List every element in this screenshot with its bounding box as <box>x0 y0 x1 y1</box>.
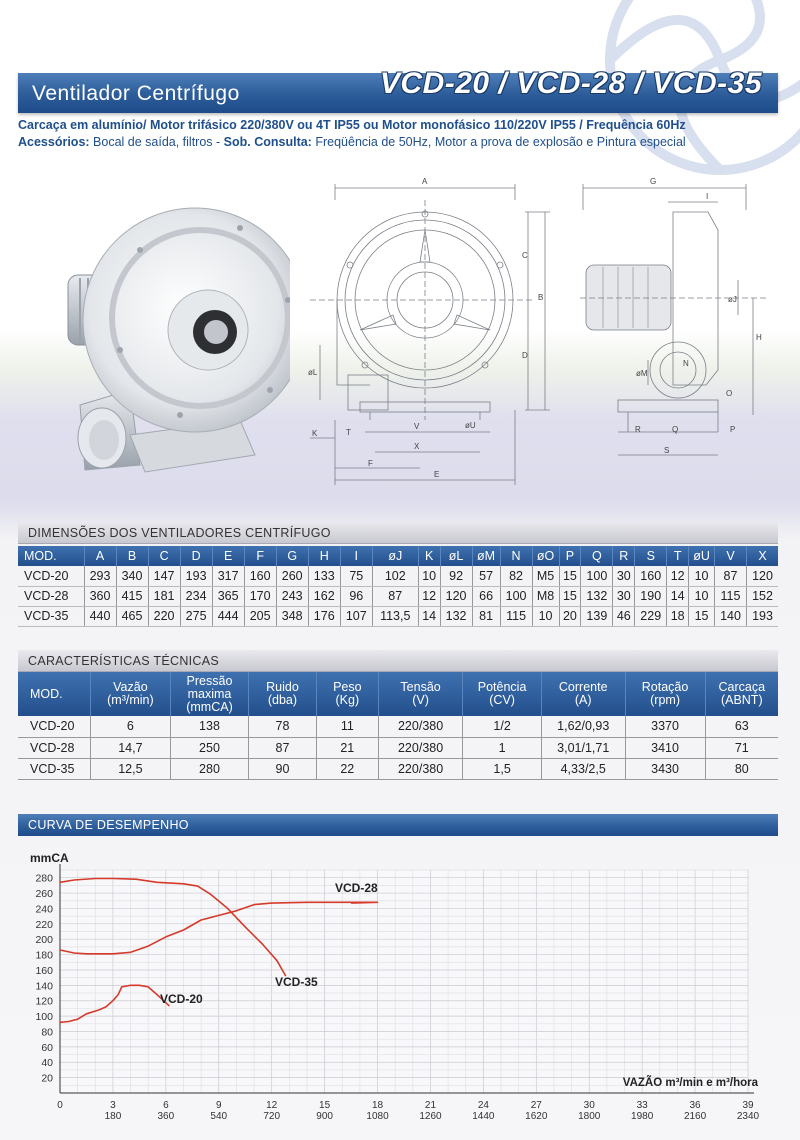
dimensions-header-cell: E <box>212 546 244 566</box>
dimensions-header-cell: B <box>116 546 148 566</box>
accessories-text: Bocal de saída, filtros - <box>89 135 224 149</box>
table-cell: 465 <box>116 606 148 626</box>
side-view-drawing <box>578 170 778 470</box>
table-cell: 348 <box>276 606 308 626</box>
dim-label-u: øU <box>465 421 476 430</box>
x-tick-label: 18 <box>371 1100 384 1111</box>
table-cell: 87 <box>249 737 317 758</box>
table-cell: 115 <box>500 606 532 626</box>
table-cell: 193 <box>747 606 778 626</box>
dim-label-r: R <box>635 425 641 434</box>
table-cell: 4,33/2,5 <box>541 758 625 779</box>
table-cell: 10 <box>532 606 559 626</box>
x-tick-label: 24 <box>477 1100 489 1111</box>
table-row <box>18 737 778 758</box>
table-cell: 243 <box>276 586 308 606</box>
x-tick-label: 15 <box>319 1100 331 1111</box>
header-text: maxima <box>187 686 232 701</box>
x-tick-label: 33 <box>636 1100 648 1111</box>
table-cell: 139 <box>581 606 613 626</box>
table-cell: 15 <box>559 566 581 586</box>
table-cell: 82 <box>500 566 532 586</box>
dim-label-l: øL <box>308 368 318 377</box>
technical-header-cell <box>378 672 463 716</box>
technical-header-cell <box>705 672 778 716</box>
dimensions-header-cell: øM <box>472 546 500 566</box>
x-tick-label: 27 <box>530 1100 542 1111</box>
table-cell: 170 <box>244 586 276 606</box>
x-tick-label-secondary: 900 <box>316 1111 333 1122</box>
dim-label-f: F <box>368 459 373 468</box>
header-text: (Kg) <box>335 693 360 707</box>
dimensions-header-cell: C <box>148 546 180 566</box>
table-cell: 220/380 <box>378 716 463 737</box>
table-cell: 3370 <box>625 716 705 737</box>
table-cell: 57 <box>472 566 500 586</box>
table-cell: 1 <box>463 737 541 758</box>
table-cell: 360 <box>84 586 116 606</box>
y-tick-label: 120 <box>35 995 53 1008</box>
y-tick-label: 240 <box>35 903 53 916</box>
dimensions-table <box>18 546 778 627</box>
chart-section-title: CURVA DE DESEMPENHO <box>28 818 189 832</box>
dimensions-table-body <box>18 566 778 626</box>
table-cell: 162 <box>308 586 340 606</box>
model-title: VCD-20 / VCD-28 / VCD-35 <box>379 67 762 100</box>
table-cell: 120 <box>440 586 472 606</box>
table-cell: 100 <box>581 566 613 586</box>
x-tick-label-secondary: 1980 <box>631 1111 654 1122</box>
table-cell: 293 <box>84 566 116 586</box>
table-cell: 193 <box>180 566 212 586</box>
table-cell: 1/2 <box>463 716 541 737</box>
dim-label-b: B <box>538 293 544 302</box>
table-cell: 3410 <box>625 737 705 758</box>
table-cell: 22 <box>316 758 378 779</box>
dim-label-c: C <box>522 251 528 260</box>
table-cell: 113,5 <box>372 606 418 626</box>
dim-label-n: N <box>683 359 689 368</box>
y-tick-label: 140 <box>35 980 53 993</box>
x-tick-label-secondary: 1080 <box>366 1111 389 1122</box>
dimensions-header-cell: I <box>340 546 372 566</box>
table-cell: 250 <box>170 737 248 758</box>
x-tick-label: 36 <box>689 1100 701 1111</box>
table-cell: 120 <box>747 566 778 586</box>
table-cell: 205 <box>244 606 276 626</box>
table-cell: 10 <box>418 566 440 586</box>
dimensions-header-cell: øJ <box>372 546 418 566</box>
x-axis-label: VAZÃO m³/min e m³/hora <box>622 1077 758 1089</box>
dimensions-header-cell: K <box>418 546 440 566</box>
table-cell: 3,01/1,71 <box>541 737 625 758</box>
dim-label-i: I <box>706 192 709 201</box>
table-cell: VCD-28 <box>18 586 84 606</box>
table-cell: 11 <box>316 716 378 737</box>
table-cell: 14 <box>418 606 440 626</box>
x-tick-label-secondary: 360 <box>157 1111 175 1122</box>
technical-header-cell <box>18 672 90 716</box>
y-tick-label: 80 <box>41 1026 53 1039</box>
technical-header-cell <box>316 672 378 716</box>
y-tick-label: 20 <box>41 1072 53 1085</box>
table-cell: 12 <box>667 566 689 586</box>
table-cell: 102 <box>372 566 418 586</box>
dimensions-header-cell: G <box>276 546 308 566</box>
x-tick-label-secondary: 1440 <box>472 1111 495 1122</box>
table-cell: 132 <box>581 586 613 606</box>
x-tick-label-secondary: 540 <box>210 1111 228 1122</box>
x-tick-label-secondary: 1620 <box>525 1111 548 1122</box>
table-cell: 90 <box>249 758 317 779</box>
table-cell: 160 <box>635 566 667 586</box>
table-cell: 80 <box>705 758 778 779</box>
x-tick-label: 9 <box>215 1100 222 1111</box>
technical-header-cell <box>463 672 541 716</box>
x-tick-label-secondary: 2160 <box>683 1111 707 1122</box>
x-tick-label: 21 <box>424 1100 437 1111</box>
dimensions-header-cell: T <box>667 546 689 566</box>
table-cell: 107 <box>340 606 372 626</box>
table-cell: 365 <box>212 586 244 606</box>
dim-label-k: K <box>312 429 318 438</box>
spec-line-accessories <box>18 135 686 149</box>
table-cell: 176 <box>308 606 340 626</box>
x-tick-label-secondary: 2340 <box>736 1111 760 1122</box>
y-axis-label: mmCA <box>30 851 69 865</box>
table-cell: 75 <box>340 566 372 586</box>
header-text: (V) <box>412 693 429 707</box>
table-cell: 20 <box>559 606 581 626</box>
table-cell: VCD-35 <box>18 606 84 626</box>
table-cell: M8 <box>532 586 559 606</box>
table-cell: 46 <box>613 606 635 626</box>
table-cell: 100 <box>500 586 532 606</box>
dim-label-e: E <box>434 470 440 479</box>
y-tick-label: 160 <box>35 964 53 977</box>
table-cell: 15 <box>559 586 581 606</box>
y-tick-label: 180 <box>35 949 53 962</box>
dim-label-s: S <box>664 446 670 455</box>
header-text: (mmCA) <box>186 699 233 714</box>
x-tick-label-secondary: 180 <box>104 1111 122 1122</box>
table-cell: 12 <box>418 586 440 606</box>
table-cell: 96 <box>340 586 372 606</box>
table-cell: M5 <box>532 566 559 586</box>
table-cell: 15 <box>689 606 715 626</box>
table-cell: 81 <box>472 606 500 626</box>
header-text: MOD. <box>30 686 63 701</box>
x-tick-label: 39 <box>742 1100 754 1111</box>
accessories-label: Acessórios: <box>18 135 90 149</box>
dim-label-g: G <box>650 177 657 186</box>
table-cell: VCD-35 <box>18 758 90 779</box>
y-tick-label: 40 <box>41 1057 53 1070</box>
header-text: Peso <box>333 680 362 694</box>
table-cell: 87 <box>372 586 418 606</box>
header-text: Ruido <box>266 680 299 694</box>
dimensions-header-cell: øU <box>689 546 715 566</box>
y-tick-label: 220 <box>35 918 53 931</box>
table-cell: 10 <box>689 586 715 606</box>
dimensions-title: DIMENSÕES DOS VENTILADORES CENTRÍFUGO <box>28 526 331 540</box>
table-cell: 115 <box>714 586 746 606</box>
technical-table-body <box>18 716 778 779</box>
table-cell: 132 <box>440 606 472 626</box>
table-cell: 444 <box>212 606 244 626</box>
dimensions-header-cell: S <box>635 546 667 566</box>
dim-label-t: T <box>346 428 351 437</box>
dim-label-p: P <box>730 425 736 434</box>
header-text: Vazão <box>113 680 148 694</box>
table-cell: 6 <box>90 716 170 737</box>
x-tick-label: 0 <box>57 1100 63 1111</box>
dimensions-header-cell: N <box>500 546 532 566</box>
dim-label-d: D <box>522 351 528 360</box>
dim-label-o: O <box>726 389 733 398</box>
dim-label-m: øM <box>636 369 648 378</box>
dim-label-v: V <box>414 422 420 431</box>
table-cell: 30 <box>613 586 635 606</box>
table-cell: 63 <box>705 716 778 737</box>
dim-label-j: øJ <box>728 295 737 304</box>
technical-table <box>18 672 778 780</box>
y-tick-label: 200 <box>35 934 53 947</box>
table-cell: 152 <box>747 586 778 606</box>
dimensions-header-cell: F <box>244 546 276 566</box>
technical-header-row <box>18 672 778 716</box>
dimensions-section-header <box>18 522 778 544</box>
table-cell: 133 <box>308 566 340 586</box>
dimensions-header-cell: Q <box>581 546 613 566</box>
plot-area <box>60 870 748 1093</box>
table-cell: 30 <box>613 566 635 586</box>
table-cell: 18 <box>667 606 689 626</box>
header-text: Corrente <box>558 680 608 694</box>
x-tick-label: 3 <box>110 1100 116 1111</box>
table-cell: 14 <box>667 586 689 606</box>
table-cell: 1,5 <box>463 758 541 779</box>
series-label: VCD-35 <box>275 975 318 989</box>
table-cell: 220/380 <box>378 737 463 758</box>
dimensions-header-cell: V <box>714 546 746 566</box>
technical-header-cell <box>541 672 625 716</box>
dimensions-header-cell: A <box>84 546 116 566</box>
table-cell: 10 <box>689 566 715 586</box>
consult-text: Freqüência de 50Hz, Motor a prova de explosão e Pintura especial <box>311 135 686 149</box>
table-cell: VCD-20 <box>18 716 90 737</box>
table-cell: VCD-20 <box>18 566 84 586</box>
table-cell: 160 <box>244 566 276 586</box>
table-cell: 190 <box>635 586 667 606</box>
table-cell: 12,5 <box>90 758 170 779</box>
table-cell: 181 <box>148 586 180 606</box>
technical-header-cell <box>90 672 170 716</box>
header-text: (CV) <box>489 693 515 707</box>
y-tick-label: 280 <box>35 872 53 885</box>
consult-label: Sob. Consulta: <box>223 135 312 149</box>
table-cell: 340 <box>116 566 148 586</box>
dimensions-header-cell: øO <box>532 546 559 566</box>
table-cell: 66 <box>472 586 500 606</box>
table-cell: 415 <box>116 586 148 606</box>
table-cell: 147 <box>148 566 180 586</box>
x-tick-label-secondary: 720 <box>263 1111 281 1122</box>
spec-line-main: Carcaça em alumínio/ Motor trifásico 220/380V ou 4T IP55 ou Motor monofásico 110/220V IP55 / Frequência 60Hz <box>18 118 686 132</box>
table-cell: 140 <box>714 606 746 626</box>
technical-header-cell <box>170 672 248 716</box>
table-cell: 71 <box>705 737 778 758</box>
series-label: VCD-20 <box>160 992 203 1006</box>
y-tick-label: 100 <box>35 1011 53 1024</box>
dimensions-header-cell: X <box>747 546 778 566</box>
dimensions-header-cell: øL <box>440 546 472 566</box>
dim-label-a: A <box>422 177 428 186</box>
technical-title: CARACTERÍSTICAS TÉCNICAS <box>28 654 220 668</box>
table-cell: 1,62/0,93 <box>541 716 625 737</box>
fan-product-image <box>60 180 290 480</box>
technical-section-header <box>18 650 778 672</box>
table-cell: 3430 <box>625 758 705 779</box>
table-cell: 220 <box>148 606 180 626</box>
table-cell: 78 <box>249 716 317 737</box>
header-text: (ABNT) <box>720 693 763 707</box>
table-cell: VCD-28 <box>18 737 90 758</box>
header-text: (rpm) <box>650 693 680 707</box>
dim-label-q: Q <box>672 425 679 434</box>
dimensions-header-cell: H <box>308 546 340 566</box>
series-label: VCD-28 <box>335 881 378 895</box>
table-row <box>18 606 778 626</box>
x-tick-label: 30 <box>583 1100 595 1111</box>
header-text: Potência <box>477 680 527 694</box>
x-tick-label-secondary: 1260 <box>419 1111 442 1122</box>
table-cell: 440 <box>84 606 116 626</box>
performance-chart <box>0 840 800 1140</box>
table-row <box>18 566 778 586</box>
table-cell: 138 <box>170 716 248 737</box>
dimensions-header-cell: D <box>180 546 212 566</box>
table-cell: 234 <box>180 586 212 606</box>
chart-section-header <box>18 814 778 836</box>
dim-label-x: X <box>414 442 420 451</box>
table-cell: 21 <box>316 737 378 758</box>
table-cell: 229 <box>635 606 667 626</box>
table-cell: 14,7 <box>90 737 170 758</box>
header-text: Tensão <box>400 680 441 694</box>
table-cell: 280 <box>170 758 248 779</box>
table-row <box>18 716 778 737</box>
technical-header-cell <box>625 672 705 716</box>
header-text: Pressão <box>186 673 233 688</box>
dimensions-header-cell: P <box>559 546 581 566</box>
x-tick-label: 12 <box>266 1100 278 1111</box>
table-row <box>18 758 778 779</box>
y-tick-label: 260 <box>35 888 53 901</box>
table-cell: 317 <box>212 566 244 586</box>
dimensions-header-row <box>18 546 778 566</box>
dimensions-header-cell: R <box>613 546 635 566</box>
table-cell: 275 <box>180 606 212 626</box>
title-bar <box>18 67 778 113</box>
page-title: Ventilador Centrífugo <box>32 82 240 105</box>
x-tick-label: 6 <box>163 1100 169 1111</box>
dimensions-header-cell: MOD. <box>18 546 84 566</box>
dim-label-h: H <box>756 333 762 342</box>
x-tick-label-secondary: 1800 <box>578 1111 601 1122</box>
header-text: (dba) <box>267 693 298 707</box>
table-cell: 92 <box>440 566 472 586</box>
y-tick-label: 60 <box>41 1041 53 1054</box>
table-row <box>18 586 778 606</box>
header-text: (A) <box>574 693 592 707</box>
table-cell: 220/380 <box>378 758 463 779</box>
header-text: Carcaça <box>718 680 766 694</box>
header-text: Rotação <box>641 680 689 694</box>
front-view-drawing <box>300 170 580 500</box>
table-cell: 260 <box>276 566 308 586</box>
table-cell: 87 <box>714 566 746 586</box>
header-text: (m³/min) <box>107 693 154 707</box>
technical-header-cell <box>249 672 317 716</box>
